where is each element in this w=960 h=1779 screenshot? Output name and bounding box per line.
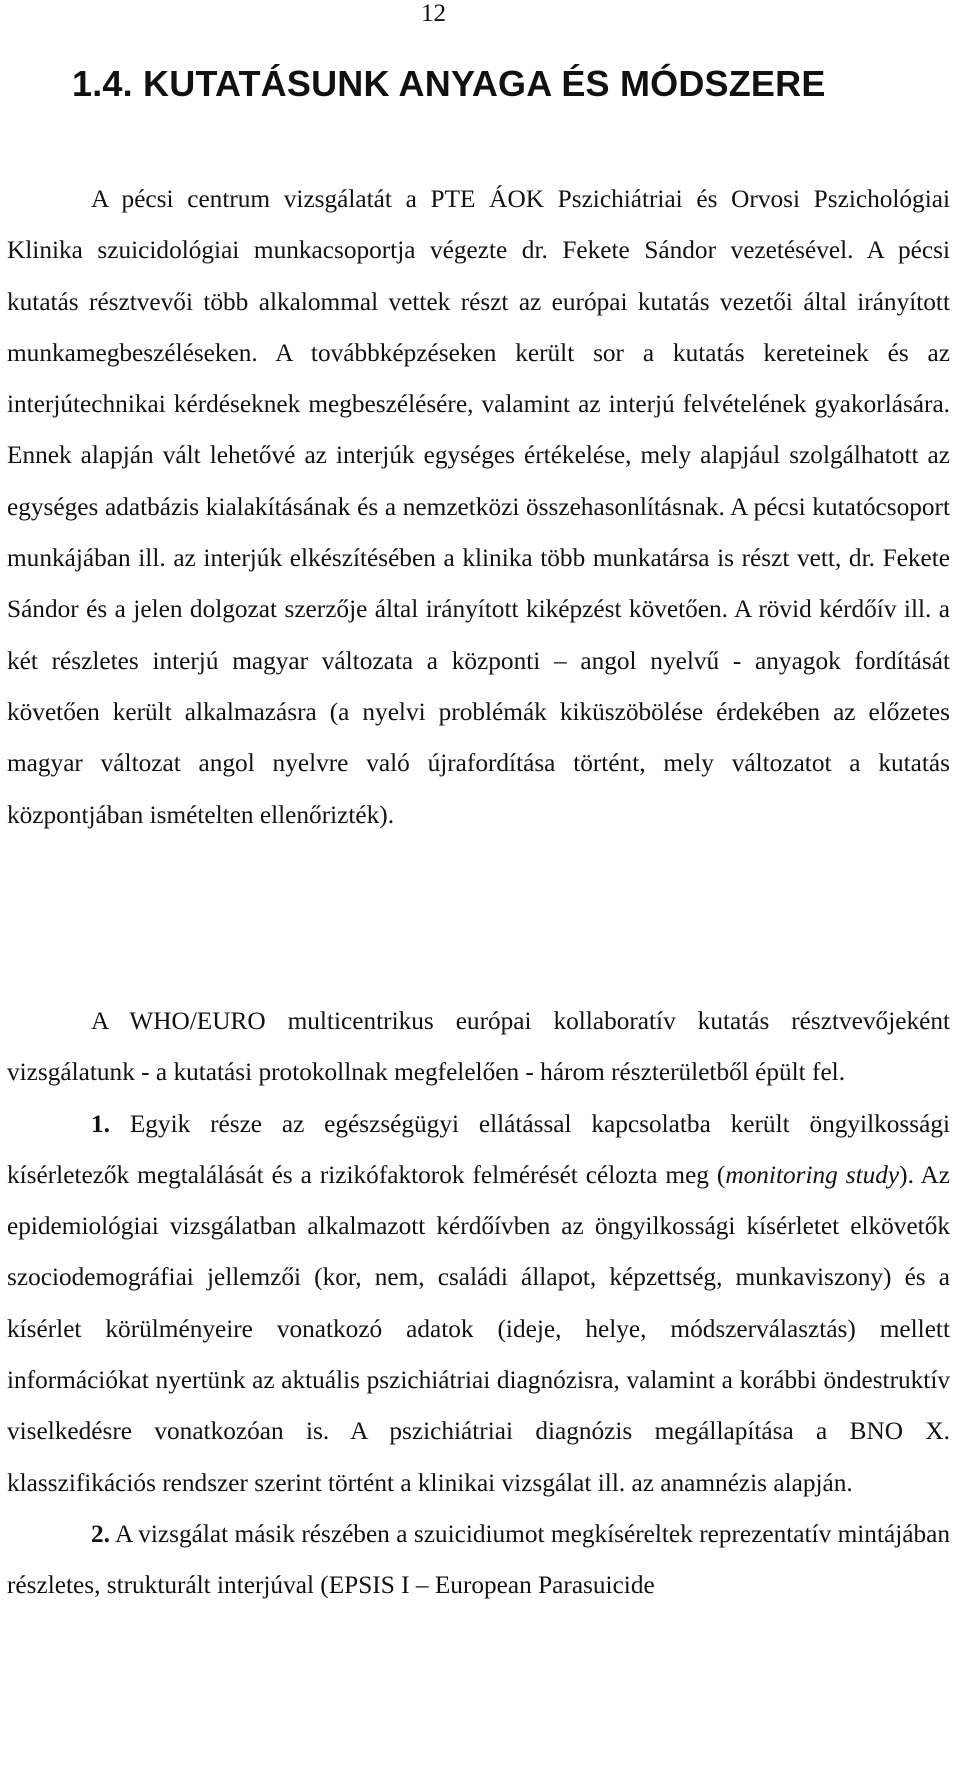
list-item-1-text-start: Egyik része az egészségügyi ellátással kapcsolatba került öngyilkossági kísérletezők megtalálását és a rizikófaktorok felmérését célozta meg (: [7, 1109, 950, 1189]
page-number: 12: [421, 0, 446, 27]
paragraph-who-euro: A WHO/EURO multicentrikus európai kollaboratív kutatás résztvevőjeként vizsgálatunk - a kutatási protokollnak megfelelően - három részterületből épült fel.: [7, 1007, 950, 1087]
list-item-1: [7, 1099, 950, 1509]
list-item-1-text-end: ). Az epidemiológiai vizsgálatban alkalmazott kérdőívben az öngyilkossági kísérletet elkövetők szociodemográfiai jellemzői (kor, nem, családi állapot, képzettség, munkaviszony) és a kísérlet körülményeire vonatkozó adatok (ideje, helye, módszerválasztás) mellett információkat nyertünk az aktuális pszichiátriai diagnózisra, valamint a korábbi öndestruktív viselkedésre vonatkozóan is. A pszichiátriai diagnózis megállapítása a BNO X. klasszifikációs rendszer szerint történt a klinikai vizsgálat ill. az anamnézis alapján.: [7, 1160, 950, 1497]
paragraph-pecs-centre: A pécsi centrum vizsgálatát a PTE ÁOK Pszichiátriai és Orvosi Pszichológiai Klinika szuicidológiai munkacsoportja végezte dr. Fekete Sándor vezetésével. A pécsi kutatás résztvevői több alkalommal vettek részt az európai kutatás vezetői által irányított munkamegbeszéléseken. A továbbképzéseken került sor a kutatás kereteinek és az interjútechnikai kérdéseknek megbeszélésére, valamint az interjú felvételének gyakorlására. Ennek alapján vált lehetővé az interjúk egységes értékelése, mely alapjául szolgálhatott az egységes adatbázis kialakításának és a nemzetközi összehasonlításnak. A pécsi kutatócsoport munkájában ill. az interjúk elkészítésében a klinika több munkatársa is részt vett, dr. Fekete Sándor és a jelen dolgozat szerzője által irányított kiképzést követően. A rövid kérdőív ill. a két részletes interjú magyar változata a központi – angol nyelvű - anyagok fordítását követően került alkalmazásra (a nyelvi problémák kiküszöbölése érdekében az előzetes magyar változat angol nyelvre való újrafordítása történt, mely változatot a kutatás központjában ismételten ellenőrizték).: [7, 185, 950, 829]
list-item-2: [7, 1509, 950, 1612]
body-section-1: [7, 174, 950, 841]
body-section-2: [7, 996, 950, 1612]
list-item-1-italic-term: monitoring study: [725, 1160, 900, 1189]
list-item-2-text: A vizsgálat másik részében a szuicidiumot megkíséreltek reprezentatív mintájában részletes, strukturált interjúval (EPSIS I – European Parasuicide: [7, 1519, 950, 1600]
list-number-1: 1.: [91, 1109, 110, 1138]
list-number-2: 2.: [91, 1519, 110, 1548]
section-heading: 1.4. KUTATÁSUNK ANYAGA ÉS MÓDSZERE: [72, 63, 826, 104]
